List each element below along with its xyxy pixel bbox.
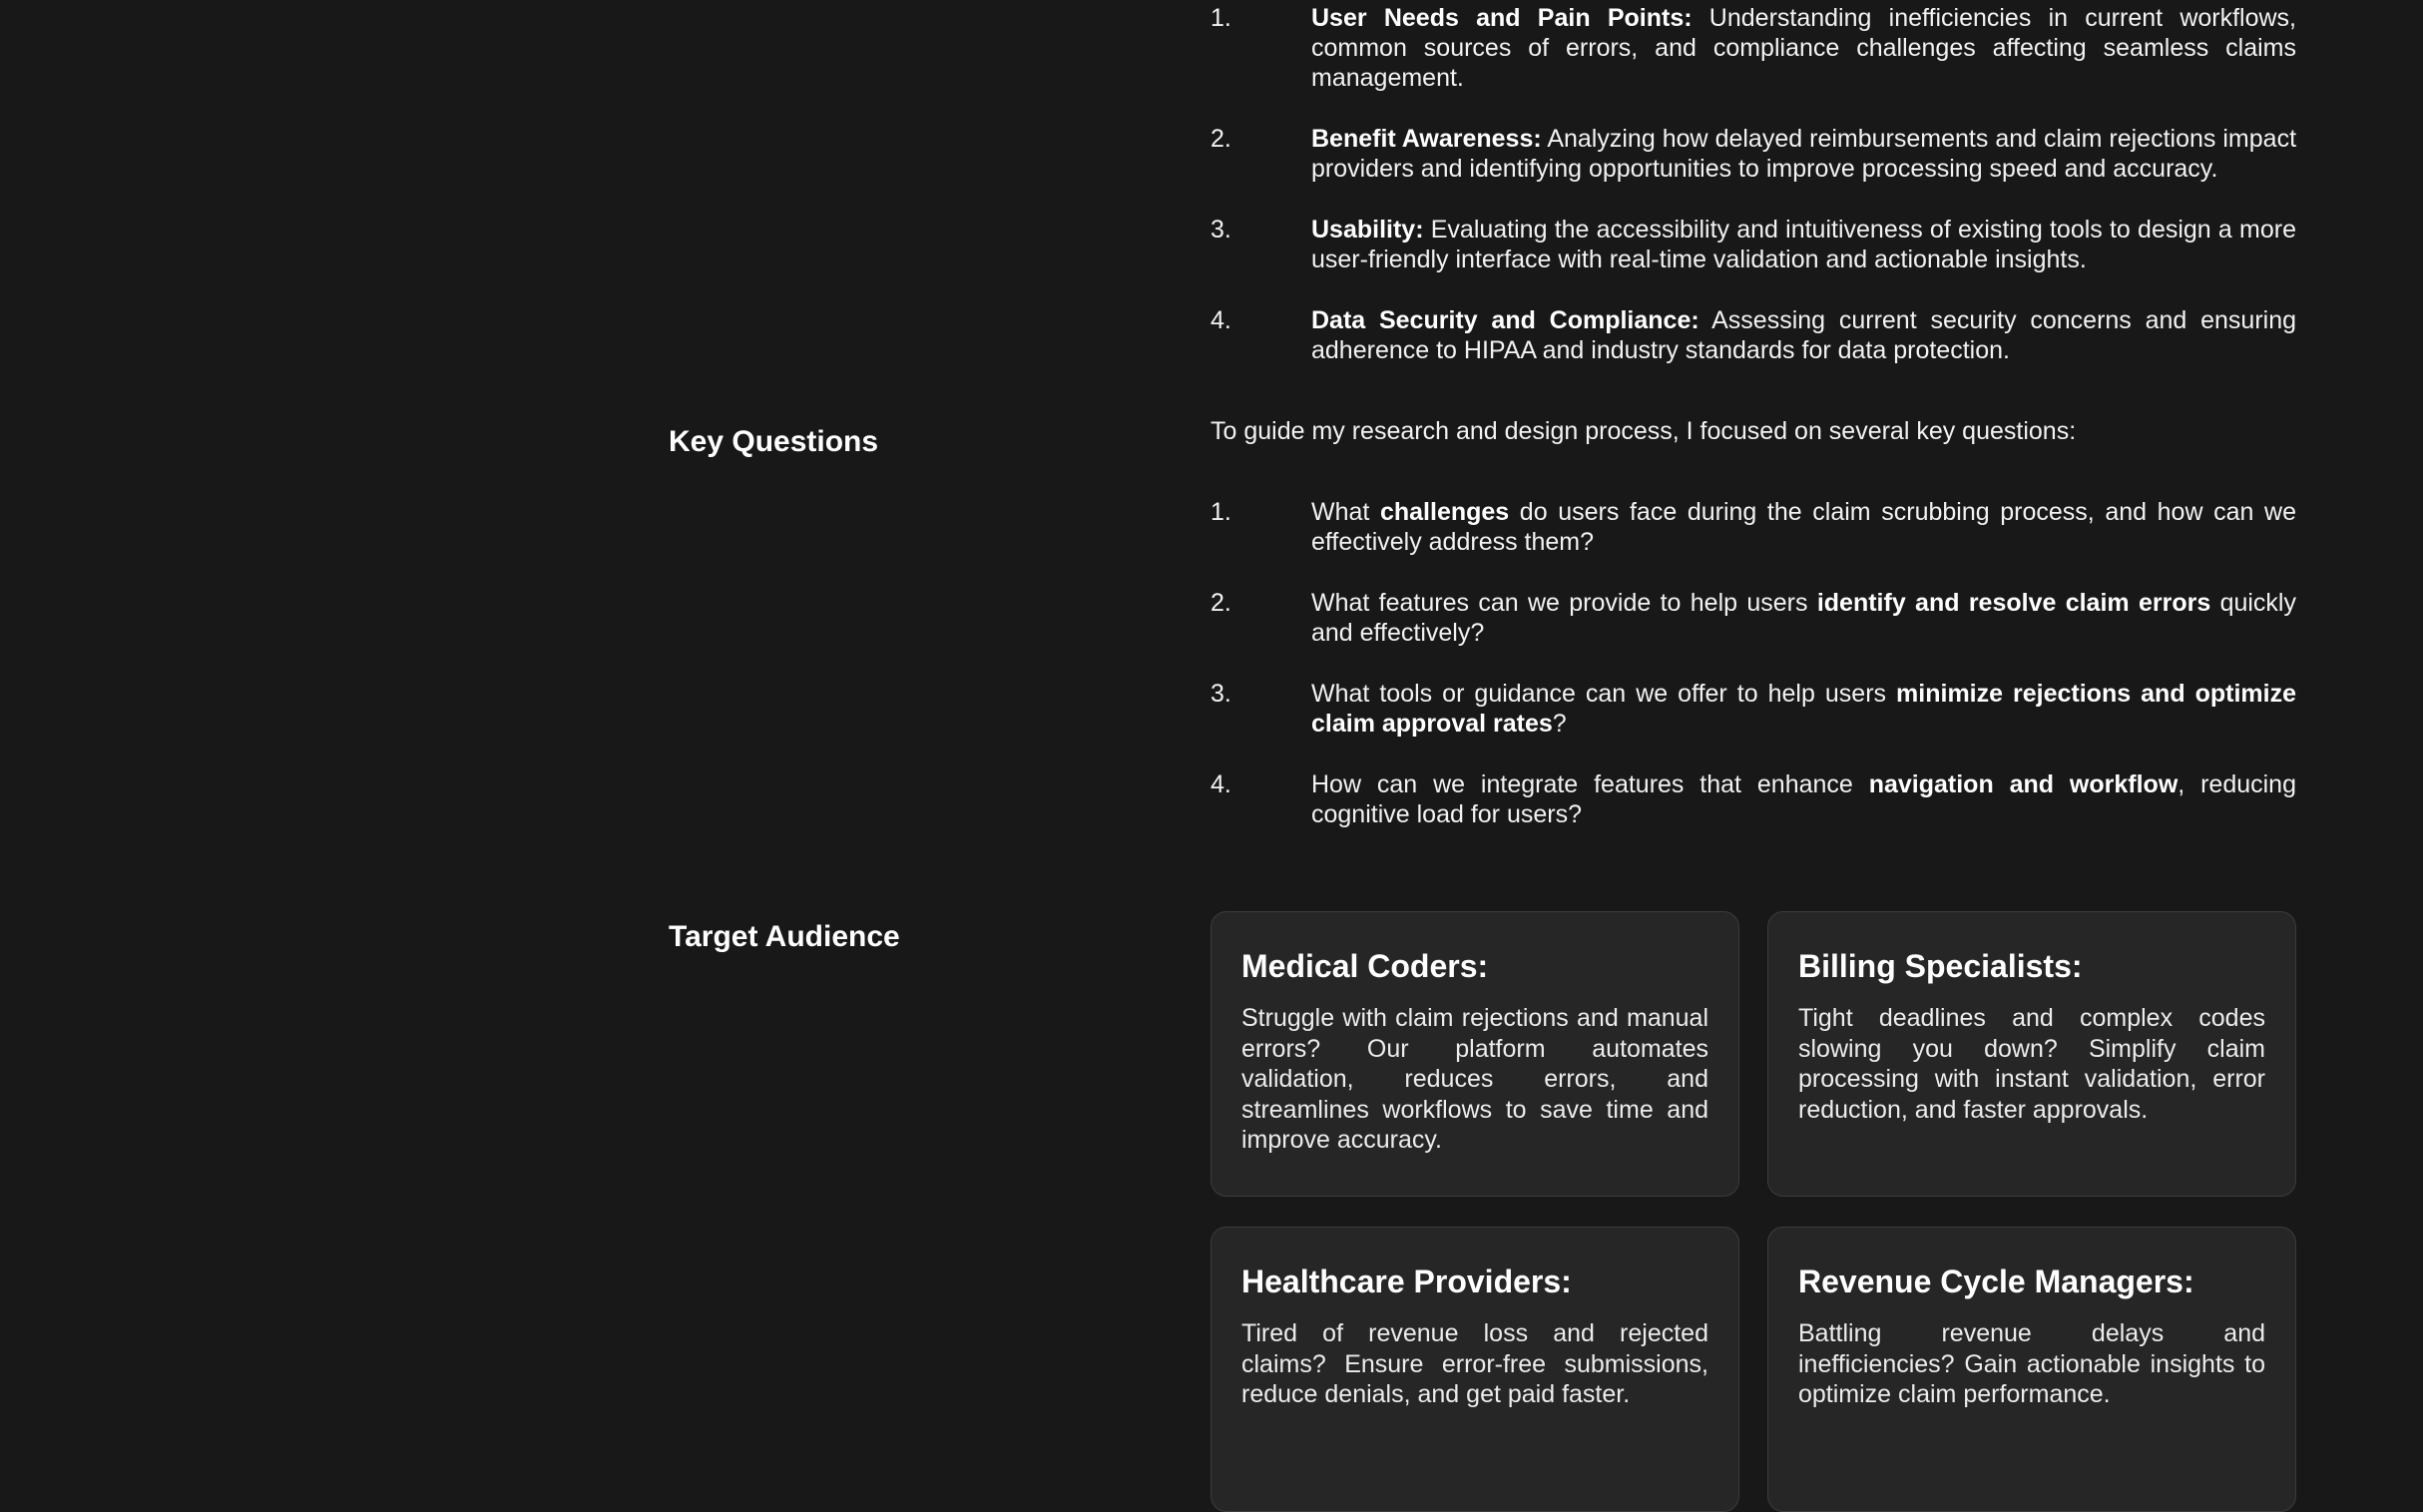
list-text — [1311, 769, 2296, 829]
question-bold: identify and resolve claim errors — [1816, 589, 2211, 617]
list-number: 1. — [1211, 4, 1231, 32]
target-audience-cards — [1211, 911, 2296, 1512]
list-text — [1311, 497, 2296, 557]
list-number: 4. — [1211, 306, 1231, 334]
key-questions-intro: To guide my research and design process, I focused on several key questions: — [1211, 417, 2077, 445]
question-pre: What features can we provide to help users — [1311, 589, 1817, 617]
audience-card-revenue-cycle-managers — [1767, 1227, 2296, 1512]
list-item — [1211, 497, 2296, 557]
list-number: 3. — [1211, 216, 1231, 244]
list-text — [1311, 679, 2296, 739]
audience-card-billing-specialists — [1767, 911, 2296, 1197]
list-number: 4. — [1211, 770, 1231, 798]
list-item-bold: Usability: — [1311, 216, 1424, 244]
card-body: Battling revenue delays and inefficiencies? Gain actionable insights to optimize claim performance. — [1798, 1319, 2265, 1408]
question-bold: challenges — [1379, 498, 1510, 526]
audience-card-healthcare-providers — [1211, 1227, 1739, 1512]
list-item — [1211, 305, 2296, 365]
list-item — [1211, 3, 2296, 93]
card-body: Tight deadlines and complex codes slowing you down? Simplify claim processing with instant validation, error reduction, and faster approvals. — [1798, 1004, 2265, 1124]
list-item-text: Analyzing how delayed reimbursements and claim rejections impact providers and identifying opportunities to improve processing speed and accuracy. — [1311, 125, 2297, 183]
list-item-text: Understanding inefficiencies in current workflows, common sources of errors, and compliance challenges affecting seamless claims management. — [1311, 4, 2297, 92]
card-title: Healthcare Providers: — [1241, 1263, 1572, 1299]
list-text — [1311, 124, 2296, 184]
list-item — [1211, 769, 2296, 829]
list-item — [1211, 215, 2296, 274]
objectives-section — [1211, 3, 2296, 396]
question-pre: How can we integrate features that enhance — [1311, 770, 1869, 798]
objectives-list — [1211, 3, 2296, 365]
card-title: Revenue Cycle Managers: — [1798, 1263, 2194, 1299]
list-number: 3. — [1211, 680, 1231, 708]
list-item — [1211, 588, 2296, 648]
target-audience-heading: Target Audience — [669, 920, 900, 953]
list-text — [1311, 3, 2296, 93]
question-pre: What — [1311, 498, 1380, 526]
question-post: ? — [1552, 710, 1567, 738]
list-text — [1311, 215, 2296, 274]
list-number: 1. — [1211, 498, 1231, 526]
question-bold: navigation and workflow — [1868, 770, 2179, 798]
card-body: Tired of revenue loss and rejected claims? Ensure error-free submissions, reduce denials, and get paid faster. — [1241, 1319, 1708, 1408]
key-questions-section — [1211, 416, 2296, 860]
list-number: 2. — [1211, 125, 1231, 153]
question-post: quickly and effectively? — [1311, 589, 2296, 647]
list-item-bold: User Needs and Pain Points: — [1311, 4, 1693, 32]
key-questions-heading: Key Questions — [669, 425, 879, 458]
list-item-bold: Benefit Awareness: — [1311, 125, 1542, 153]
question-post: , reducing cognitive load for users? — [1311, 770, 2296, 828]
list-item-text: Assessing current security concerns and ensuring adherence to HIPAA and industry standards for data protection. — [1311, 306, 2297, 364]
list-item — [1211, 679, 2296, 739]
list-text — [1311, 588, 2296, 648]
list-item — [1211, 124, 2296, 184]
question-post: do users face during the claim scrubbing process, and how can we effectively address them? — [1311, 498, 2296, 556]
card-body: Struggle with claim rejections and manual errors? Our platform automates validation, reduces errors, and streamlines workflows to save time and improve accuracy. — [1241, 1004, 1708, 1154]
list-item-bold: Data Security and Compliance: — [1311, 306, 1699, 334]
audience-card-medical-coders — [1211, 911, 1739, 1197]
list-item-text: Evaluating the accessibility and intuitiveness of existing tools to design a more user-friendly interface with real-time validation and actionable insights. — [1311, 216, 2296, 273]
card-title: Billing Specialists: — [1798, 948, 2083, 984]
question-pre: What tools or guidance can we offer to help users — [1311, 680, 1897, 708]
question-bold: minimize rejections and optimize claim approval rates — [1311, 680, 2296, 738]
list-number: 2. — [1211, 589, 1231, 617]
list-text — [1311, 305, 2296, 365]
card-title: Medical Coders: — [1241, 948, 1489, 984]
key-questions-list — [1211, 497, 2296, 829]
